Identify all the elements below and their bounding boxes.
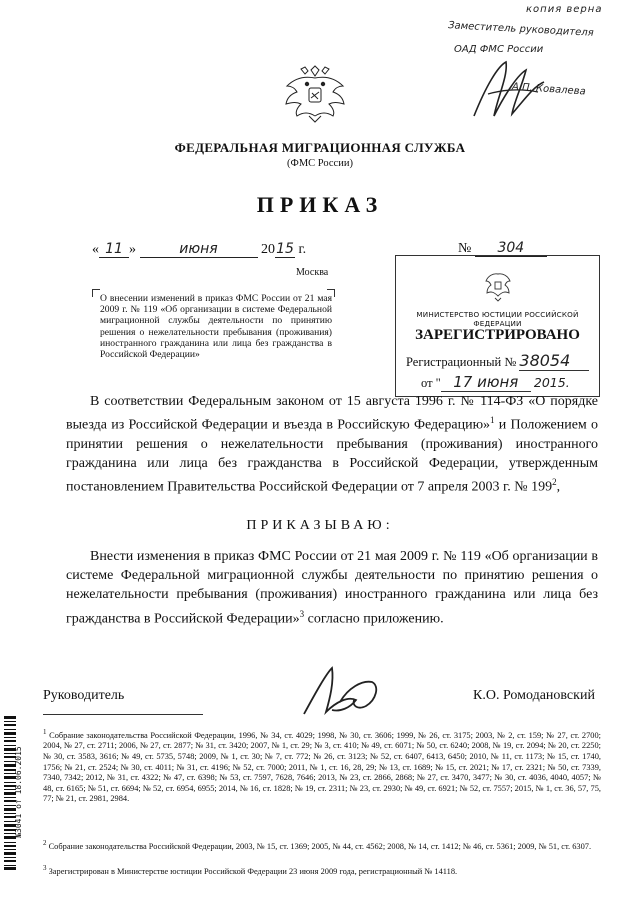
coat-of-arms-emblem xyxy=(283,64,347,124)
date-year: 15 xyxy=(276,241,294,257)
order-date xyxy=(92,241,306,258)
date-suffix: г. xyxy=(298,242,307,257)
deputy-signature xyxy=(468,56,548,126)
deputy-note-line1: Заместитель руководителя xyxy=(447,20,594,39)
stamp-reg-value: 38054 xyxy=(519,351,589,371)
stamp-from-date: 17 июня xyxy=(441,373,531,392)
footnote-2-number: 2 xyxy=(43,839,47,847)
footnote-1 xyxy=(43,727,601,805)
organization-title: ФЕДЕРАЛЬНАЯ МИГРАЦИОННАЯ СЛУЖБА xyxy=(174,140,466,155)
side-registration-code-text: №3041 от 18.06.2015 xyxy=(14,746,23,838)
footnote-ref-3: 3 xyxy=(299,608,305,619)
footnote-ref-1: 1 xyxy=(490,415,495,426)
footnote-1-number: 1 xyxy=(43,728,47,736)
deputy-name-note: А.П. Ковалева xyxy=(511,81,586,98)
order-word: ПРИКАЗЫВАЮ: xyxy=(246,518,394,533)
stamp-emblem xyxy=(484,270,512,302)
stamp-reg-number xyxy=(406,351,589,371)
date-year-prefix: 20 xyxy=(261,242,275,257)
preamble-text-end: , xyxy=(556,480,561,496)
stamp-reg-label: Регистрационный № xyxy=(406,355,517,369)
preamble-paragraph xyxy=(66,392,598,497)
footnote-2 xyxy=(43,838,601,852)
date-month: июня xyxy=(140,241,258,258)
subject-bracket-left xyxy=(92,289,100,297)
preamble-text: В соответствии Федеральным законом от 15 августа 1996 г. № 114-ФЗ «О порядке выезда из Российской Федерации и въезда в Российскую Федерацию» xyxy=(66,394,598,433)
document-type-title: ПРИКАЗ xyxy=(256,192,384,217)
copy-note: копия верна xyxy=(526,4,603,15)
order-paragraph xyxy=(66,547,598,628)
signer-role: Руководитель xyxy=(43,688,125,703)
signer-name: К.О. Ромодановский xyxy=(473,688,595,703)
stamp-registered: ЗАРЕГИСТРИРОВАНО xyxy=(415,327,580,343)
number-value: 304 xyxy=(475,240,547,257)
city-label: Москва xyxy=(296,267,329,278)
date-quote-open: « xyxy=(92,242,99,257)
footnote-3-number: 3 xyxy=(43,864,47,872)
side-registration-code xyxy=(14,722,26,862)
date-quote-close: » xyxy=(129,242,136,257)
registration-stamp xyxy=(395,255,600,397)
head-signature xyxy=(296,662,386,722)
stamp-reg-date xyxy=(421,373,570,392)
deputy-note-line2: ОАД ФМС России xyxy=(454,44,544,55)
preamble-text-cont: и Положением о принятии решения о нежелательности пребывания (проживания) иностранного гражданина или лица без гражданства в Российской Федерации, утвержденным постановлением Правительства Российской Федерации от 7 апреля 2003 г. № 199 xyxy=(66,417,598,496)
footnote-2-text: Собрание законодательства Российской Федерации, 2003, № 15, ст. 1369; 2005, № 44, ст. 4562; 2008, № 14, ст. 1412; № 46, ст. 5361; 2009, № 51, ст. 6307. xyxy=(46,841,592,851)
footnote-3 xyxy=(43,863,601,877)
footnote-ref-2: 2 xyxy=(552,477,557,488)
order-text-end: согласно приложению. xyxy=(304,611,444,627)
number-label: № xyxy=(458,241,472,256)
order-text: Внести изменения в приказ ФМС России от 21 мая 2009 г. № 119 «Об организации в системе Федеральной миграционной службы деятельности по принятию решения о нежелательности пребывания (проживания) иностранного гражданина или лица без гражданства в Российской Федерации» xyxy=(66,549,598,627)
order-subject: О внесении изменений в приказ ФМС России от 21 мая 2009 г. № 119 «Об организации в системе Федеральной миграционной службы деятельности по принятию решения о нежелательности пребывания (проживания) иностранного гражданина или лица без гражданства в Российской Федерации» xyxy=(100,293,332,361)
footnote-1-text: Собрание законодательства Российской Федерации, 1996, № 34, ст. 4029; 1998, № 30, ст. 3606; 1999, № 26, ст. 3175; 2003, № 2, ст. 159; № 27, ст. 2700; 2004, № 27, ст. 2711; 2006, № 27, ст. 2877; № 31, ст. 3420; 2007, № 1, ст. 29; № 3, ст. 410; № 49, ст. 6071; № 50, ст. 6240; 2008, № 19, ст. 2094; № 20, ст. 2250; № 30, ст. 3583, 3616; № 49, ст. 5735, 5748; 2009, № 1, ст. 30; № 7, ст. 772; № 26, ст. 3123; № 52, ст. 6407, 6413, 6450; 2010, № 11, ст. 1173; № 15, ст. 1740, 1756; № 21, ст. 2524; № 30, ст. 4011; № 31, ст. 4196; № 52, ст. 7000; 2011, № 1, ст. 16, 28, 29; № 13, ст. 1689; № 15, ст. 2021; № 17, ст. 2321; № 50, ст. 7339, 7340, 7342; 2012, № 31, ст. 4322; № 47, ст. 6398; № 53, ст. 7597, 7628, 7646; 2013, № 23, ст. 2866, 2868; № 27, ст. 3470, 3477; № 30, ст. 4036, 4040, 4057; № 48, ст. 6165; № 51, ст. 6694; № 52, ст. 6954, 6955; 2014, № 16, ст. 1828; № 19, ст. 2311; № 23, ст. 2930; № 49, ст. 6921; № 52, ст. 7557; 2015, № 1, ст. 36, 57, 75, 77; № 21, ст. 2981, 2984. xyxy=(43,730,601,804)
footnote-separator xyxy=(43,714,203,715)
date-day: 11 xyxy=(99,241,129,258)
stamp-ministry: МИНИСТЕРСТВО ЮСТИЦИИ РОССИЙСКОЙ ФЕДЕРАЦИИ xyxy=(416,310,579,328)
stamp-from-year: 2015. xyxy=(533,375,570,390)
stamp-from-label: от " xyxy=(421,376,441,390)
footnote-3-text: Зарегистрирован в Министерстве юстиции Российской Федерации 23 июня 2009 года, регистрационный № 14118. xyxy=(46,866,458,876)
organization-abbr: (ФМС России) xyxy=(287,158,353,169)
